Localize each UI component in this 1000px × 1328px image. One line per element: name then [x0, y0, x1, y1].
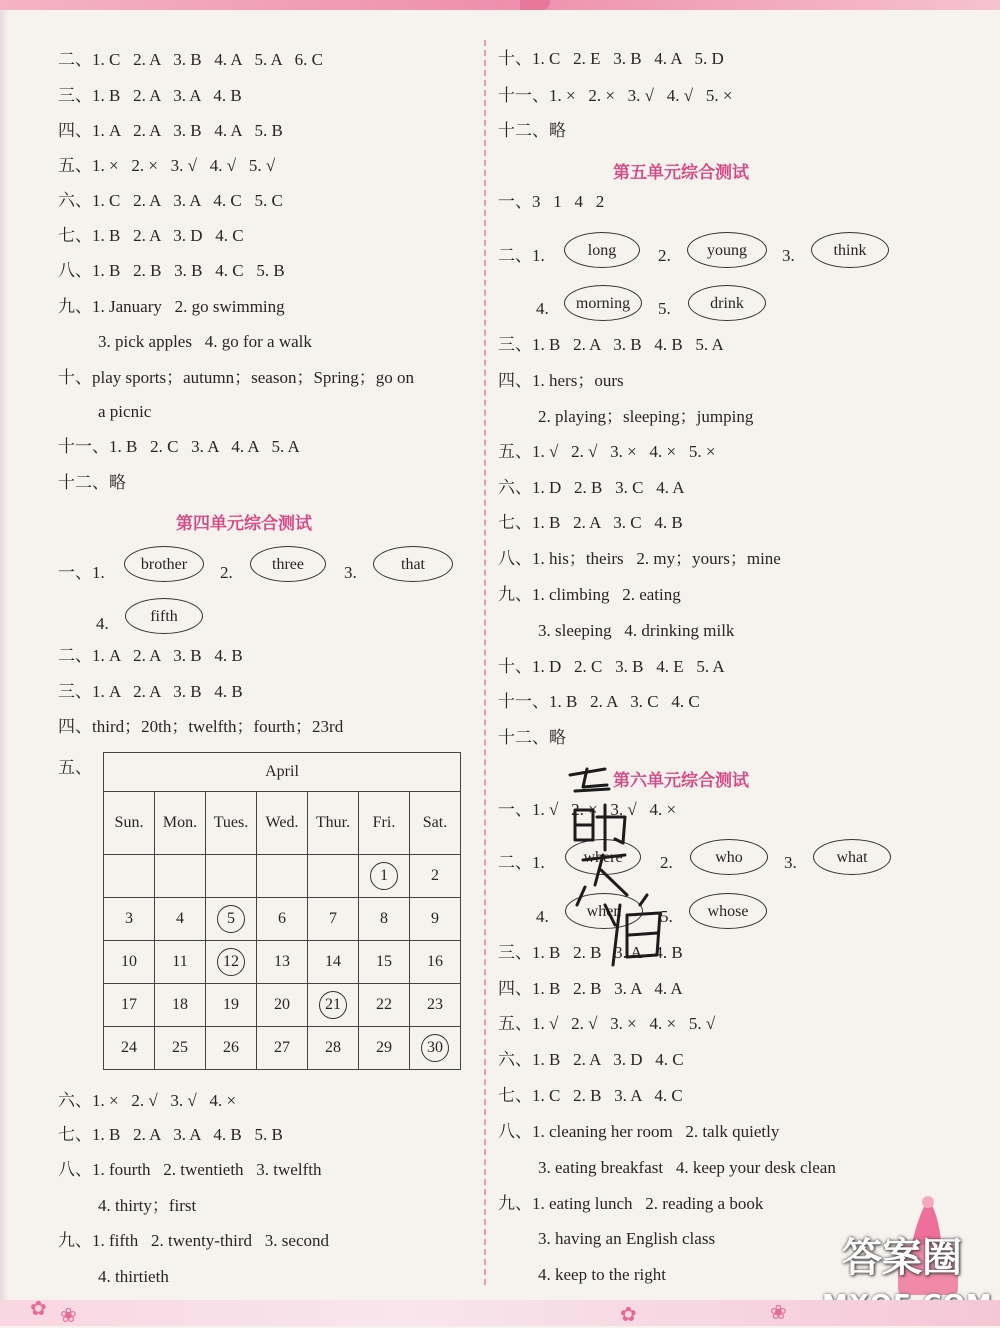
calendar-day-cell [308, 1027, 359, 1070]
flower-icon: ✿ [620, 1304, 637, 1326]
calendar-day-cell [410, 941, 461, 984]
answer-line: 七、1. B 2. A 3. D 4. C [58, 226, 244, 245]
circled-word: where [565, 839, 641, 875]
answer-line: 四、1. A 2. A 3. B 4. A 5. B [58, 121, 283, 140]
calendar-day-cell [410, 898, 461, 941]
unit4-q1-label: 一、1. [58, 563, 105, 582]
item-number: 3. [784, 853, 797, 872]
calendar-day-cell [104, 855, 155, 898]
circled-word: long [564, 232, 640, 268]
calendar-day-number: 24 [121, 1039, 137, 1056]
calendar-day-cell [206, 855, 257, 898]
calendar-day-number: 26 [223, 1039, 239, 1056]
answer-line: 十二、略 [498, 728, 566, 747]
circled-word: that [373, 546, 453, 582]
weekday-header: Sat. [410, 792, 461, 855]
calendar-day-cell [257, 855, 308, 898]
answer-line: 八、1. fourth 2. twentieth 3. twelfth [58, 1160, 322, 1179]
top-banner [0, 0, 1000, 10]
calendar-day-number: 9 [431, 910, 439, 927]
calendar-day-number: 8 [380, 910, 388, 927]
answer-line: 十一、1. B 2. A 3. C 4. C [498, 692, 700, 711]
circled-word: who [690, 839, 768, 875]
answer-line: 十、1. C 2. E 3. B 4. A 5. D [498, 49, 724, 68]
answer-line: 3. pick apples 4. go for a walk [98, 332, 312, 351]
calendar-day-number: 15 [376, 953, 392, 970]
calendar-body [104, 855, 461, 1070]
answer-line: 三、1. B 2. A 3. B 4. B 5. A [498, 335, 724, 354]
footer-band [0, 1300, 1000, 1326]
calendar-day-cell [257, 984, 308, 1027]
calendar-day-number: 13 [274, 953, 290, 970]
calendar-day-cell [410, 855, 461, 898]
calendar-day-cell [206, 898, 257, 941]
top-tab-decoration [520, 0, 550, 10]
answer-line: 三、1. B 2. B 3. A 4. B [498, 943, 683, 962]
circled-word: three [250, 546, 326, 582]
circled-word: drink [688, 285, 766, 321]
column-divider [484, 40, 486, 1285]
flower-icon: ❀ [770, 1302, 787, 1324]
answer-line: 九、1. eating lunch 2. reading a book [498, 1194, 764, 1213]
answer-line: 十二、略 [498, 121, 566, 140]
page-edge-shadow [0, 10, 8, 1300]
calendar-day-number: 6 [278, 910, 286, 927]
answer-line: 七、1. C 2. B 3. A 4. C [498, 1086, 683, 1105]
calendar-day-circled: 30 [421, 1034, 449, 1062]
unit6-heading: 第六单元综合测试 [613, 771, 749, 791]
unit4-heading: 第四单元综合测试 [176, 514, 312, 534]
calendar-day-number: 11 [172, 953, 188, 970]
calendar-day-cell [359, 1027, 410, 1070]
answer-line: 六、1. C 2. A 3. A 4. C 5. C [58, 191, 283, 210]
answer-line: 七、1. B 2. A 3. A 4. B 5. B [58, 1125, 283, 1144]
answer-line: 3. having an English class [538, 1229, 716, 1248]
weekday-header: Fri. [359, 792, 410, 855]
calendar-day-number: 16 [427, 953, 443, 970]
answer-line: 一、1. √ 2. × 3. √ 4. × [498, 800, 677, 819]
answer-line: 四、third；20th；twelfth；fourth；23rd [58, 717, 344, 736]
answer-line: 五、1. √ 2. √ 3. × 4. × 5. √ [498, 1014, 716, 1033]
answer-line: 3. sleeping 4. drinking milk [538, 621, 735, 640]
answer-line: 4. thirtieth [98, 1267, 169, 1286]
answer-line: 3. eating breakfast 4. keep your desk clean [538, 1158, 836, 1177]
answer-line: 十、1. D 2. C 3. B 4. E 5. A [498, 657, 725, 676]
circled-word: when [565, 893, 643, 929]
calendar-day-number: 3 [125, 910, 133, 927]
calendar-day-cell [410, 984, 461, 1027]
answer-line: 一、3 1 4 2 [498, 192, 605, 211]
calendar-day-circled: 12 [217, 948, 245, 976]
answer-line: 4. thirty；first [98, 1196, 197, 1215]
calendar-day-cell [257, 1027, 308, 1070]
unit5-heading: 第五单元综合测试 [613, 163, 749, 183]
calendar-day-cell [359, 941, 410, 984]
item-number: 4. [536, 907, 549, 926]
calendar-day-number: 10 [121, 953, 137, 970]
calendar-day-number: 18 [172, 996, 188, 1013]
watermark-cn: 答案圈 [842, 1235, 962, 1281]
calendar-day-cell [308, 941, 359, 984]
circled-word: what [813, 839, 891, 875]
answer-line: 4. keep to the right [538, 1265, 666, 1284]
calendar-day-cell [104, 898, 155, 941]
weekday-header: Sun. [104, 792, 155, 855]
answer-line: 六、1. B 2. A 3. D 4. C [498, 1050, 684, 1069]
answer-line: 十一、1. B 2. C 3. A 4. A 5. A [58, 437, 300, 456]
flower-icon: ❀ [60, 1305, 77, 1327]
item-number: 2. [660, 853, 673, 872]
calendar-day-cell [104, 1027, 155, 1070]
item-number: 4. [536, 299, 549, 318]
weekday-header: Tues. [206, 792, 257, 855]
calendar-day-number: 19 [223, 996, 239, 1013]
calendar-day-cell [257, 941, 308, 984]
calendar-day-number: 25 [172, 1039, 188, 1056]
answer-line: 二、1. A 2. A 3. B 4. B [58, 646, 243, 665]
answer-line: 四、1. B 2. B 3. A 4. A [498, 979, 683, 998]
circled-word: young [687, 232, 767, 268]
item-number: 3. [344, 563, 357, 582]
answer-line: 八、1. his；theirs 2. my；yours；mine [498, 549, 781, 568]
calendar-day-number: 2 [431, 867, 439, 884]
calendar-day-circled: 5 [217, 905, 245, 933]
calendar-day-number: 22 [376, 996, 392, 1013]
circled-word: brother [124, 546, 204, 582]
answer-line: 六、1. D 2. B 3. C 4. A [498, 478, 685, 497]
item-number: 4. [96, 614, 109, 633]
calendar-day-cell [308, 855, 359, 898]
answer-line: 五、1. × 2. × 3. √ 4. √ 5. √ [58, 156, 276, 175]
answer-line: 六、1. × 2. √ 3. √ 4. × [58, 1091, 237, 1110]
calendar-day-cell [104, 984, 155, 1027]
calendar-day-cell [410, 1027, 461, 1070]
answer-line: 十、play sports；autumn；season；Spring；go on [58, 368, 415, 387]
weekday-header: Wed. [257, 792, 308, 855]
answer-line: 五、1. √ 2. √ 3. × 4. × 5. × [498, 442, 716, 461]
answer-line: 四、1. hers；ours [498, 371, 624, 390]
answer-line: 三、1. A 2. A 3. B 4. B [58, 682, 243, 701]
item-number: 5. [658, 299, 671, 318]
unit6-q2-label: 二、1. [498, 853, 545, 872]
item-number: 2. [658, 246, 671, 265]
item-number: 2. [220, 563, 233, 582]
answer-line: 五、 [58, 758, 92, 777]
calendar-day-cell [206, 941, 257, 984]
unit5-q2-label: 二、1. [498, 246, 545, 265]
answer-line: 七、1. B 2. A 3. C 4. B [498, 513, 683, 532]
calendar-day-cell [155, 855, 206, 898]
item-number: 3. [782, 246, 795, 265]
weekday-header: Mon. [155, 792, 206, 855]
calendar-day-number: 20 [274, 996, 290, 1013]
calendar-day-number: 7 [329, 910, 337, 927]
answer-line: 三、1. B 2. A 3. A 4. B [58, 86, 242, 105]
calendar-day-number: 14 [325, 953, 341, 970]
circled-word: morning [564, 285, 642, 321]
circled-word: fifth [125, 598, 203, 634]
answer-line: 九、1. fifth 2. twenty-third 3. second [58, 1231, 330, 1250]
calendar-day-number: 17 [121, 996, 137, 1013]
calendar-day-number: 29 [376, 1039, 392, 1056]
circled-word: think [811, 232, 889, 268]
calendar-day-cell [155, 898, 206, 941]
calendar-day-number: 23 [427, 996, 443, 1013]
calendar-month: April [104, 753, 461, 792]
answer-line: 九、1. January 2. go swimming [58, 297, 285, 316]
circled-word: whose [689, 893, 767, 929]
calendar-day-number: 4 [176, 910, 184, 927]
answer-line: 八、1. B 2. B 3. B 4. C 5. B [58, 261, 285, 280]
calendar-day-cell [155, 941, 206, 984]
calendar-day-cell [206, 984, 257, 1027]
calendar-day-cell [359, 984, 410, 1027]
calendar-day-cell [155, 1027, 206, 1070]
calendar-day-circled: 1 [370, 862, 398, 890]
answer-line: a picnic [98, 402, 152, 421]
calendar-day-cell [155, 984, 206, 1027]
calendar-day-circled: 21 [319, 991, 347, 1019]
calendar-day-cell [257, 898, 308, 941]
answer-line: 九、1. climbing 2. eating [498, 585, 681, 604]
calendar-day-cell [359, 898, 410, 941]
item-number: 5. [660, 907, 673, 926]
calendar-day-number: 28 [325, 1039, 341, 1056]
answer-line: 八、1. cleaning her room 2. talk quietly [498, 1122, 780, 1141]
april-calendar [103, 752, 461, 1070]
answer-line: 二、1. C 2. A 3. B 4. A 5. A 6. C [58, 50, 323, 69]
calendar-day-cell [359, 855, 410, 898]
answer-line: 2. playing；sleeping；jumping [538, 407, 754, 426]
flower-icon: ✿ [30, 1298, 47, 1320]
answer-line: 十二、略 [58, 473, 126, 492]
calendar-day-cell [308, 898, 359, 941]
weekday-header: Thur. [308, 792, 359, 855]
calendar-day-cell [104, 941, 155, 984]
calendar-day-cell [206, 1027, 257, 1070]
calendar-day-number: 27 [274, 1039, 290, 1056]
calendar-day-cell [308, 984, 359, 1027]
answer-line: 十一、1. × 2. × 3. √ 4. √ 5. × [498, 86, 733, 105]
